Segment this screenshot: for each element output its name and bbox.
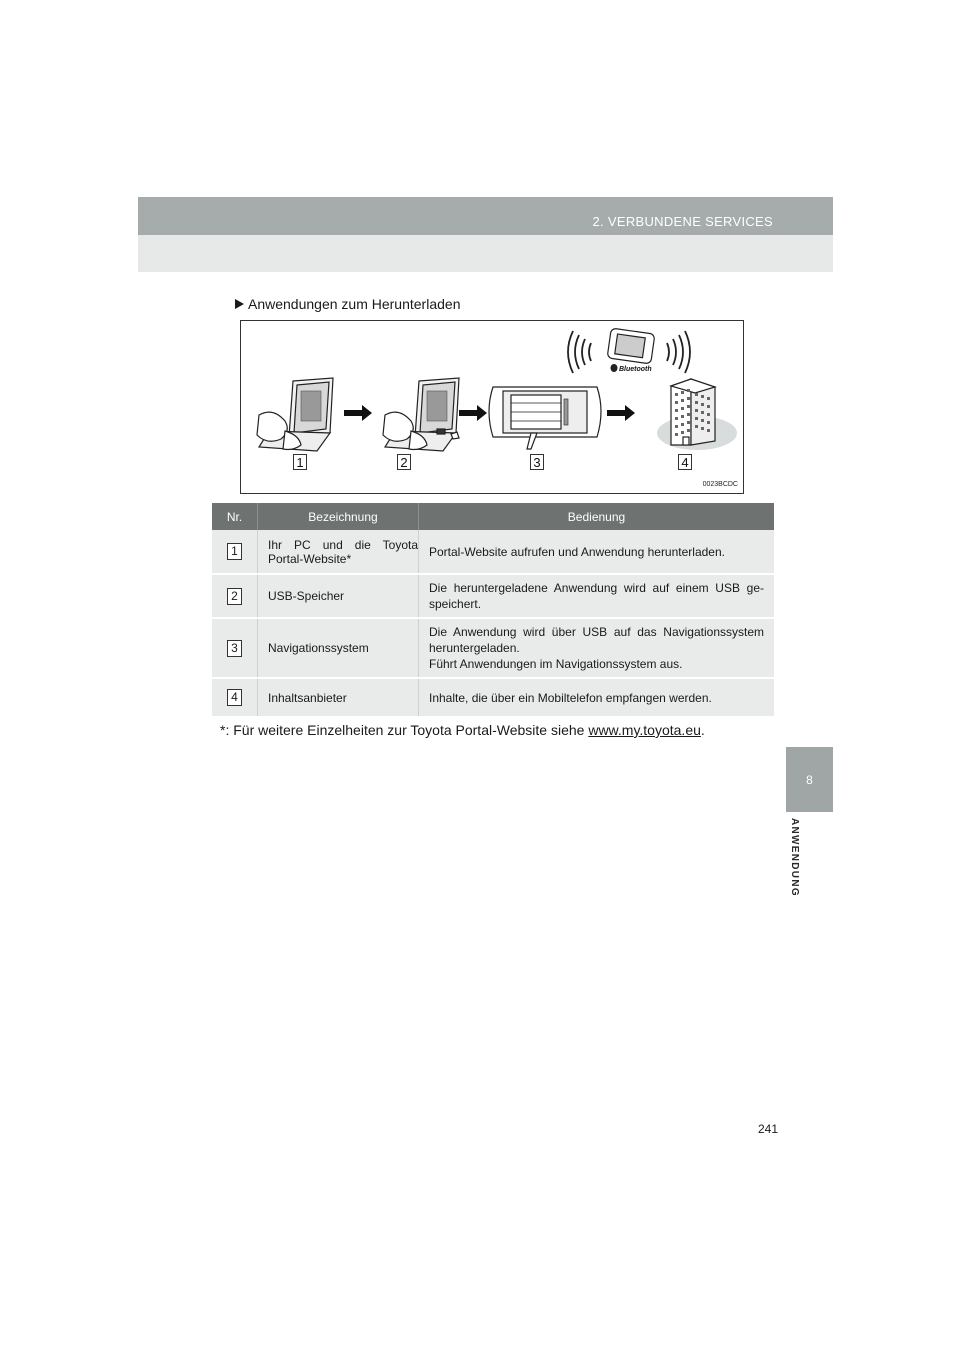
laptop-icon (257, 378, 333, 451)
row-operation: Portal-Website aufrufen und Anwendung herunterladen. (419, 530, 775, 574)
laptop-usb-icon (383, 378, 459, 451)
row-operation-2: Führt Anwendungen im Navigationssystem aus. (429, 657, 683, 671)
row-name: Navigationssystem (258, 618, 419, 678)
row-number: 3 (227, 640, 242, 657)
row-name: USB-Speicher (258, 574, 419, 618)
row-name: Ihr PC und die Toyota Portal-Website* (258, 530, 419, 574)
arrow-icon (344, 405, 372, 421)
step-number-1: 1 (293, 454, 307, 470)
table-row (212, 574, 774, 618)
arrow-icon (459, 405, 487, 421)
bluetooth-icon (611, 364, 618, 372)
step-number-4: 4 (678, 454, 692, 470)
step-number-2: 2 (397, 454, 411, 470)
row-number: 4 (227, 689, 242, 706)
row-operation: Die heruntergeladene Anwendung wird auf einem USB ge-speichert. (419, 574, 775, 618)
components-table (212, 503, 774, 716)
illustration-code: 0023BCDC (702, 481, 738, 488)
arrow-icon (607, 405, 635, 421)
illustration-drawing (241, 321, 743, 493)
navigation-unit-icon (489, 387, 601, 449)
footnote-text: *: Für weitere Einzelheiten zur Toyota Portal-Website siehe (220, 722, 585, 738)
footnote-end: . (700, 722, 705, 738)
chapter-label-text: ANWENDUNG (789, 818, 800, 897)
table-row (212, 618, 774, 678)
step-number-3: 3 (530, 454, 544, 470)
row-number: 1 (227, 543, 242, 560)
chapter-title: 2. VERBUNDENE SERVICES (592, 214, 773, 229)
chapter-label (788, 818, 812, 913)
section-title (235, 296, 460, 312)
row-operation: Inhalte, die über ein Mobiltelefon empfangen werden. (419, 678, 775, 716)
table-header-row (212, 503, 774, 530)
header-bar (138, 197, 833, 235)
header-bedienung: Bedienung (419, 503, 775, 530)
toyota-portal-link[interactable]: www.my.toyota.eu (588, 722, 701, 738)
header-bezeichnung: Bezeichnung (258, 503, 419, 530)
row-number: 2 (227, 588, 242, 605)
chapter-number: 8 (806, 773, 813, 787)
footnote (220, 722, 705, 738)
page-number: 241 (758, 1122, 779, 1136)
triangle-bullet-icon (235, 299, 244, 309)
row-operation: Die Anwendung wird über USB auf das Navigationssystem heruntergeladen. (429, 625, 764, 655)
header-nr: Nr. (212, 503, 258, 530)
table-row (212, 678, 774, 716)
row-name: Inhaltsanbieter (258, 678, 419, 716)
section-title-text: Anwendungen zum Herunterladen (248, 296, 461, 312)
table-row (212, 530, 774, 574)
header-subbar (138, 235, 833, 272)
bluetooth-label: Bluetooth (619, 366, 652, 373)
download-flow-illustration (240, 320, 744, 494)
content-provider-building-icon (657, 379, 737, 450)
chapter-tab (786, 747, 833, 812)
